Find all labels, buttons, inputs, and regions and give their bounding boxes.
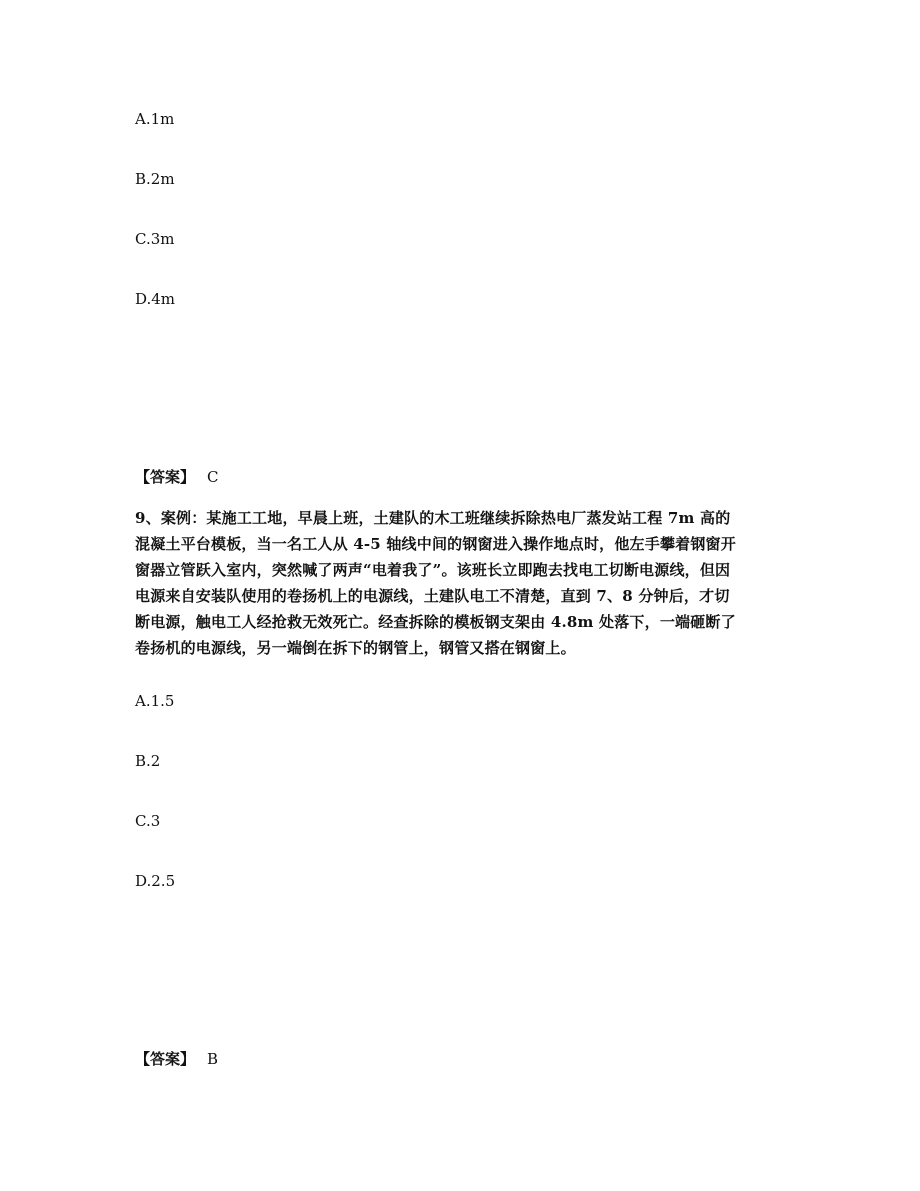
- option-a: A.1.5: [135, 692, 175, 710]
- question-line: 电源来自安装队使用的卷扬机上的电源线，土建队电工不清楚，直到 7、8 分钟后，才切: [135, 587, 730, 605]
- answer-value: C: [207, 468, 219, 486]
- answer: [135, 1049, 218, 1069]
- question-line: 断电源，触电工人经抢救无效死亡。经查拆除的模板钢支架由 4.8m 处落下，一端砸断了: [135, 613, 736, 631]
- option-d-prev: D.4m: [135, 290, 176, 308]
- option-d: D.2.5: [135, 872, 176, 890]
- question-line: 卷扬机的电源线，另一端倒在拆下的钢管上，钢管又搭在钢窗上。: [135, 639, 576, 657]
- question-line: 混凝土平台模板，当一名工人从 4-5 轴线中间的钢窗进入操作地点时，他左手攀着钢窗开: [135, 535, 736, 553]
- answer-value: B: [207, 1050, 219, 1068]
- option-c-prev: C.3m: [135, 230, 175, 248]
- question-line: 9、案例：某施工工地，早晨上班，土建队的木工班继续拆除热电厂蒸发站工程 7m 高的: [135, 509, 731, 527]
- question-line: 窗器立管跃入室内，突然喊了两声“电着我了”。该班长立即跑去找电工切断电源线，但因: [135, 561, 731, 579]
- answer-label: 【答案】: [135, 1050, 196, 1068]
- option-a-prev: A.1m: [135, 110, 175, 128]
- question-9: [135, 505, 785, 661]
- option-b: B.2: [135, 752, 161, 770]
- answer-prev: [135, 467, 219, 487]
- option-c: C.3: [135, 812, 161, 830]
- option-b-prev: B.2m: [135, 170, 175, 188]
- answer-label: 【答案】: [135, 468, 196, 486]
